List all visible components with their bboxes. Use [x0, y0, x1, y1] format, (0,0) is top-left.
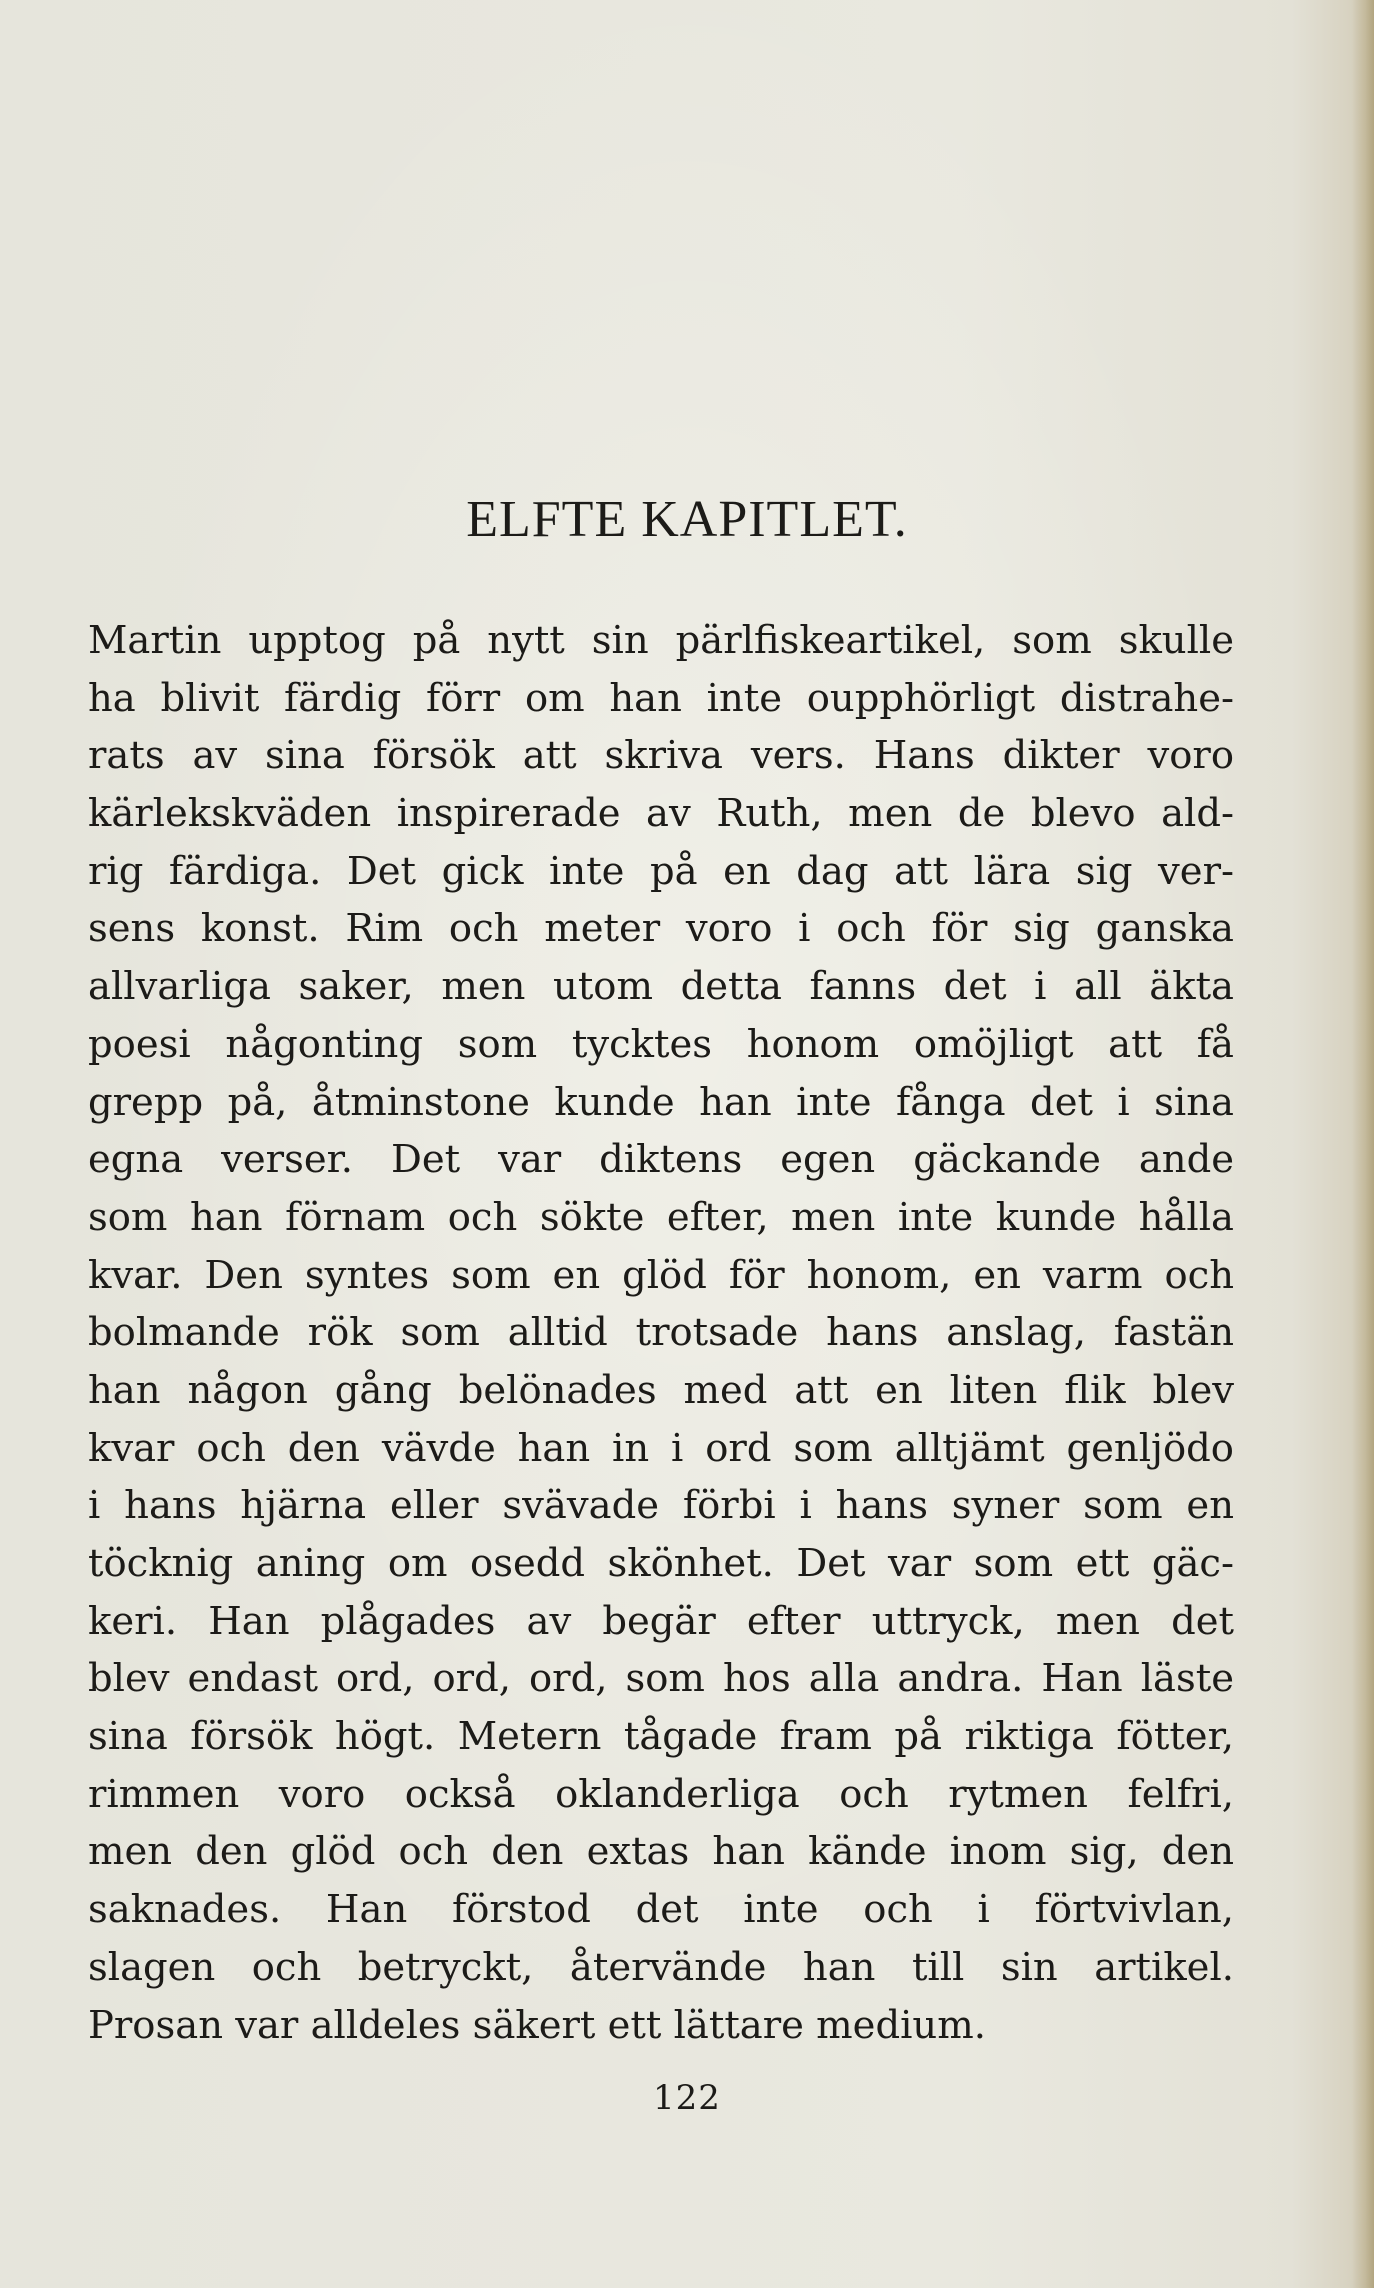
text-line: ha blivit färdig förr om han inte oupphörligt distrahe- [88, 675, 1234, 721]
page-number: 122 [653, 2078, 721, 2118]
chapter-title: ELFTE KAPITLET. [466, 491, 908, 548]
text-line: kvar. Den syntes som en glöd för honom, en varm och [88, 1252, 1234, 1298]
text-line: keri. Han plågades av begär efter uttryck, men det [88, 1598, 1234, 1644]
text-line: men den glöd och den extas han kände inom sig, den [88, 1829, 1234, 1875]
chapter-paragraph [88, 612, 1234, 2054]
text-line: grepp på, åtminstone kunde han inte fånga det i sina [88, 1079, 1234, 1125]
text-line: som han förnam och sökte efter, men inte kunde hålla [88, 1194, 1234, 1240]
text-line: egna verser. Det var diktens egen gäckande ande [88, 1137, 1234, 1183]
text-line: rimmen voro också oklanderliga och rytmen felfri, [88, 1771, 1234, 1817]
text-line: rig färdiga. Det gick inte på en dag att lära sig ver- [88, 848, 1234, 894]
text-line-last: Prosan var alldeles säkert ett lättare medium. [88, 2002, 986, 2048]
text-line: han någon gång belönades med att en liten flik blev [88, 1367, 1234, 1413]
text-line: rats av sina försök att skriva vers. Hans dikter voro [88, 733, 1234, 779]
text-line: kärlekskväden inspirerade av Ruth, men de blevo ald- [88, 791, 1234, 837]
text-line: allvarliga saker, men utom detta fanns det i all äkta [88, 964, 1234, 1010]
text-line: töcknig aning om osedd skönhet. Det var som ett gäc- [88, 1541, 1234, 1586]
text-line: saknades. Han förstod det inte och i förtvivlan, [88, 1887, 1234, 1933]
text-line: Martin upptog på nytt sin pärlfiskeartikel, som skulle [88, 618, 1234, 663]
text-line: sens konst. Rim och meter voro i och för sig ganska [88, 906, 1234, 952]
page-edge-shadow [1352, 0, 1374, 2288]
text-line: kvar och den vävde han in i ord som alltjämt genljödo [88, 1425, 1234, 1471]
text-line: sina försök högt. Metern tågade fram på riktiga fötter, [88, 1714, 1234, 1760]
text-line: i hans hjärna eller svävade förbi i hans syner som en [88, 1483, 1234, 1529]
text-line: slagen och betryckt, återvände han till sin artikel. [88, 1944, 1234, 1990]
text-line: poesi någonting som tycktes honom omöjligt att få [88, 1021, 1234, 1067]
text-line: blev endast ord, ord, ord, som hos alla andra. Han läste [88, 1656, 1234, 1702]
text-line: bolmande rök som alltid trotsade hans anslag, fastän [88, 1310, 1234, 1356]
